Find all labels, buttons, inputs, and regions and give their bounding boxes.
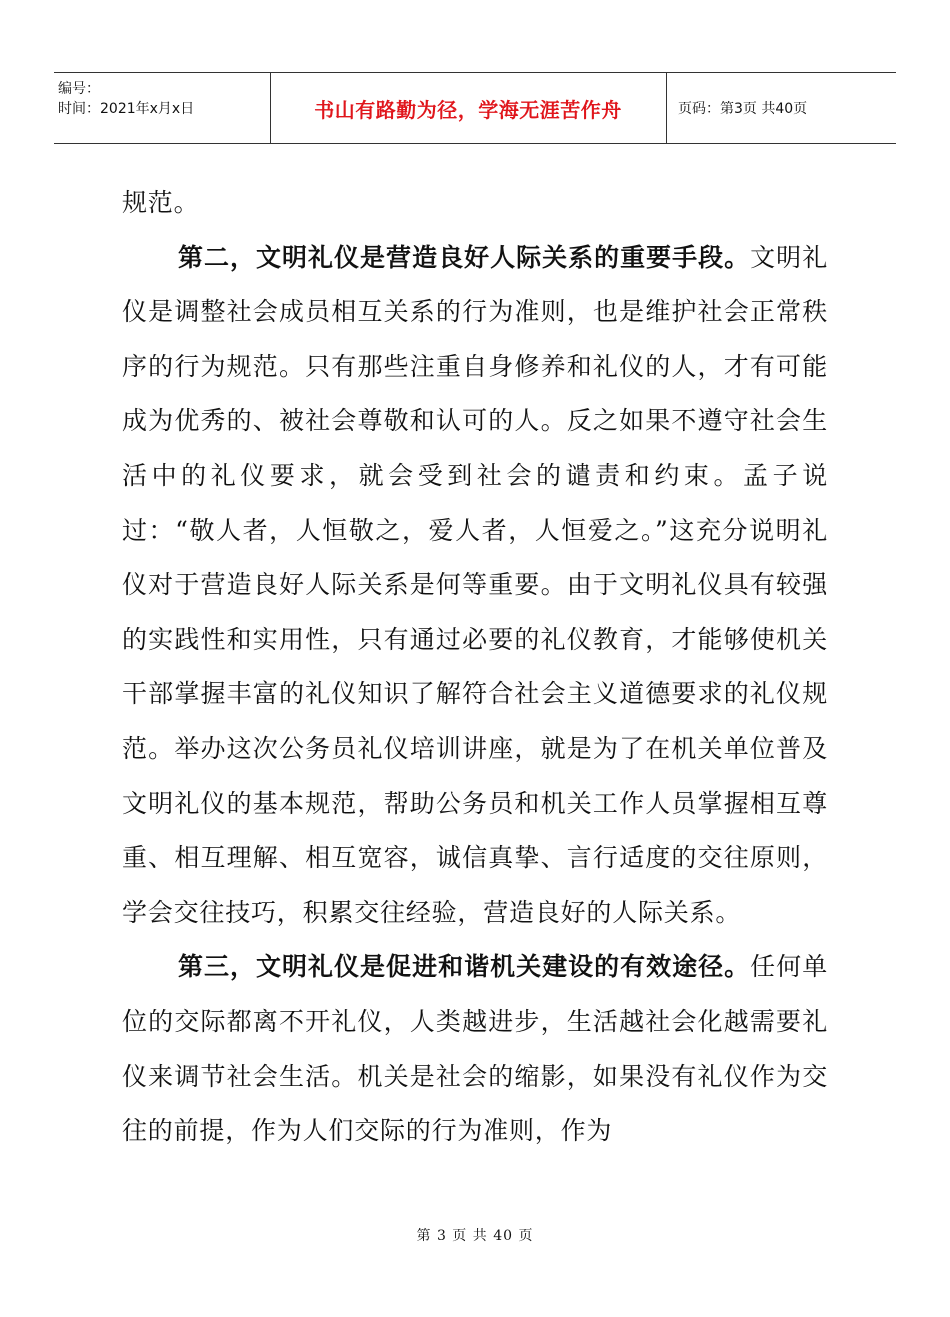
- doc-time-label: 时间：2021年x月x日: [58, 101, 195, 117]
- paragraph-third-point: [122, 940, 828, 1158]
- header-motto: 书山有路勤为径，学海无涯苦作舟: [314, 97, 622, 122]
- paragraph-heading: 第三，文明礼仪是促进和谐机关建设的有效途径。: [178, 952, 751, 982]
- paragraph-continuation: [122, 176, 828, 231]
- page-footer: 第 3 页 共 40 页: [416, 1228, 534, 1244]
- paragraph-heading: 第二，文明礼仪是营造良好人际关系的重要手段。: [178, 242, 751, 272]
- paragraph-text: 任何单位的交际都离不开礼仪，人类越进步，生活越社会化越需要礼仪来调节社会生活。机关是社会的缩影，如果没有礼仪作为交往的前提，作为人们交际的行为准则，作为: [122, 952, 828, 1146]
- document-body: [122, 176, 828, 1159]
- page-header: [54, 72, 896, 144]
- header-page-info: 页码：第3页 共40页: [678, 101, 808, 117]
- doc-number-label: 编号：: [58, 81, 100, 97]
- paragraph-second-point: [122, 231, 828, 941]
- paragraph-text: 规范。: [122, 188, 200, 217]
- paragraph-text: 文明礼仪是调整社会成员相互关系的行为准则，也是维护社会正常秩序的行为规范。只有那些注重自身修养和礼仪的人，才有可能成为优秀的、被社会尊敬和认可的人。反之如果不遵守社会生活中的礼仪要求，就会受到社会的谴责和约束。孟子说过：“敬人者，人恒敬之，爱人者，人恒爱之。”这充分说明礼仪对于营造良好人际关系是何等重要。由于文明礼仪具有较强的实践性和实用性，只有通过必要的礼仪教育，才能够使机关干部掌握丰富的礼仪知识了解符合社会主义道德要求的礼仪规范。举办这次公务员礼仪培训讲座，就是为了在机关单位普及文明礼仪的基本规范，帮助公务员和机关工作人员掌握相互尊重、相互理解、相互宽容，诚信真挚、言行适度的交往原则，学会交往技巧，积累交往经验，营造良好的人际关系。: [122, 242, 828, 927]
- header-meta: [58, 79, 273, 119]
- header-divider: [666, 73, 667, 143]
